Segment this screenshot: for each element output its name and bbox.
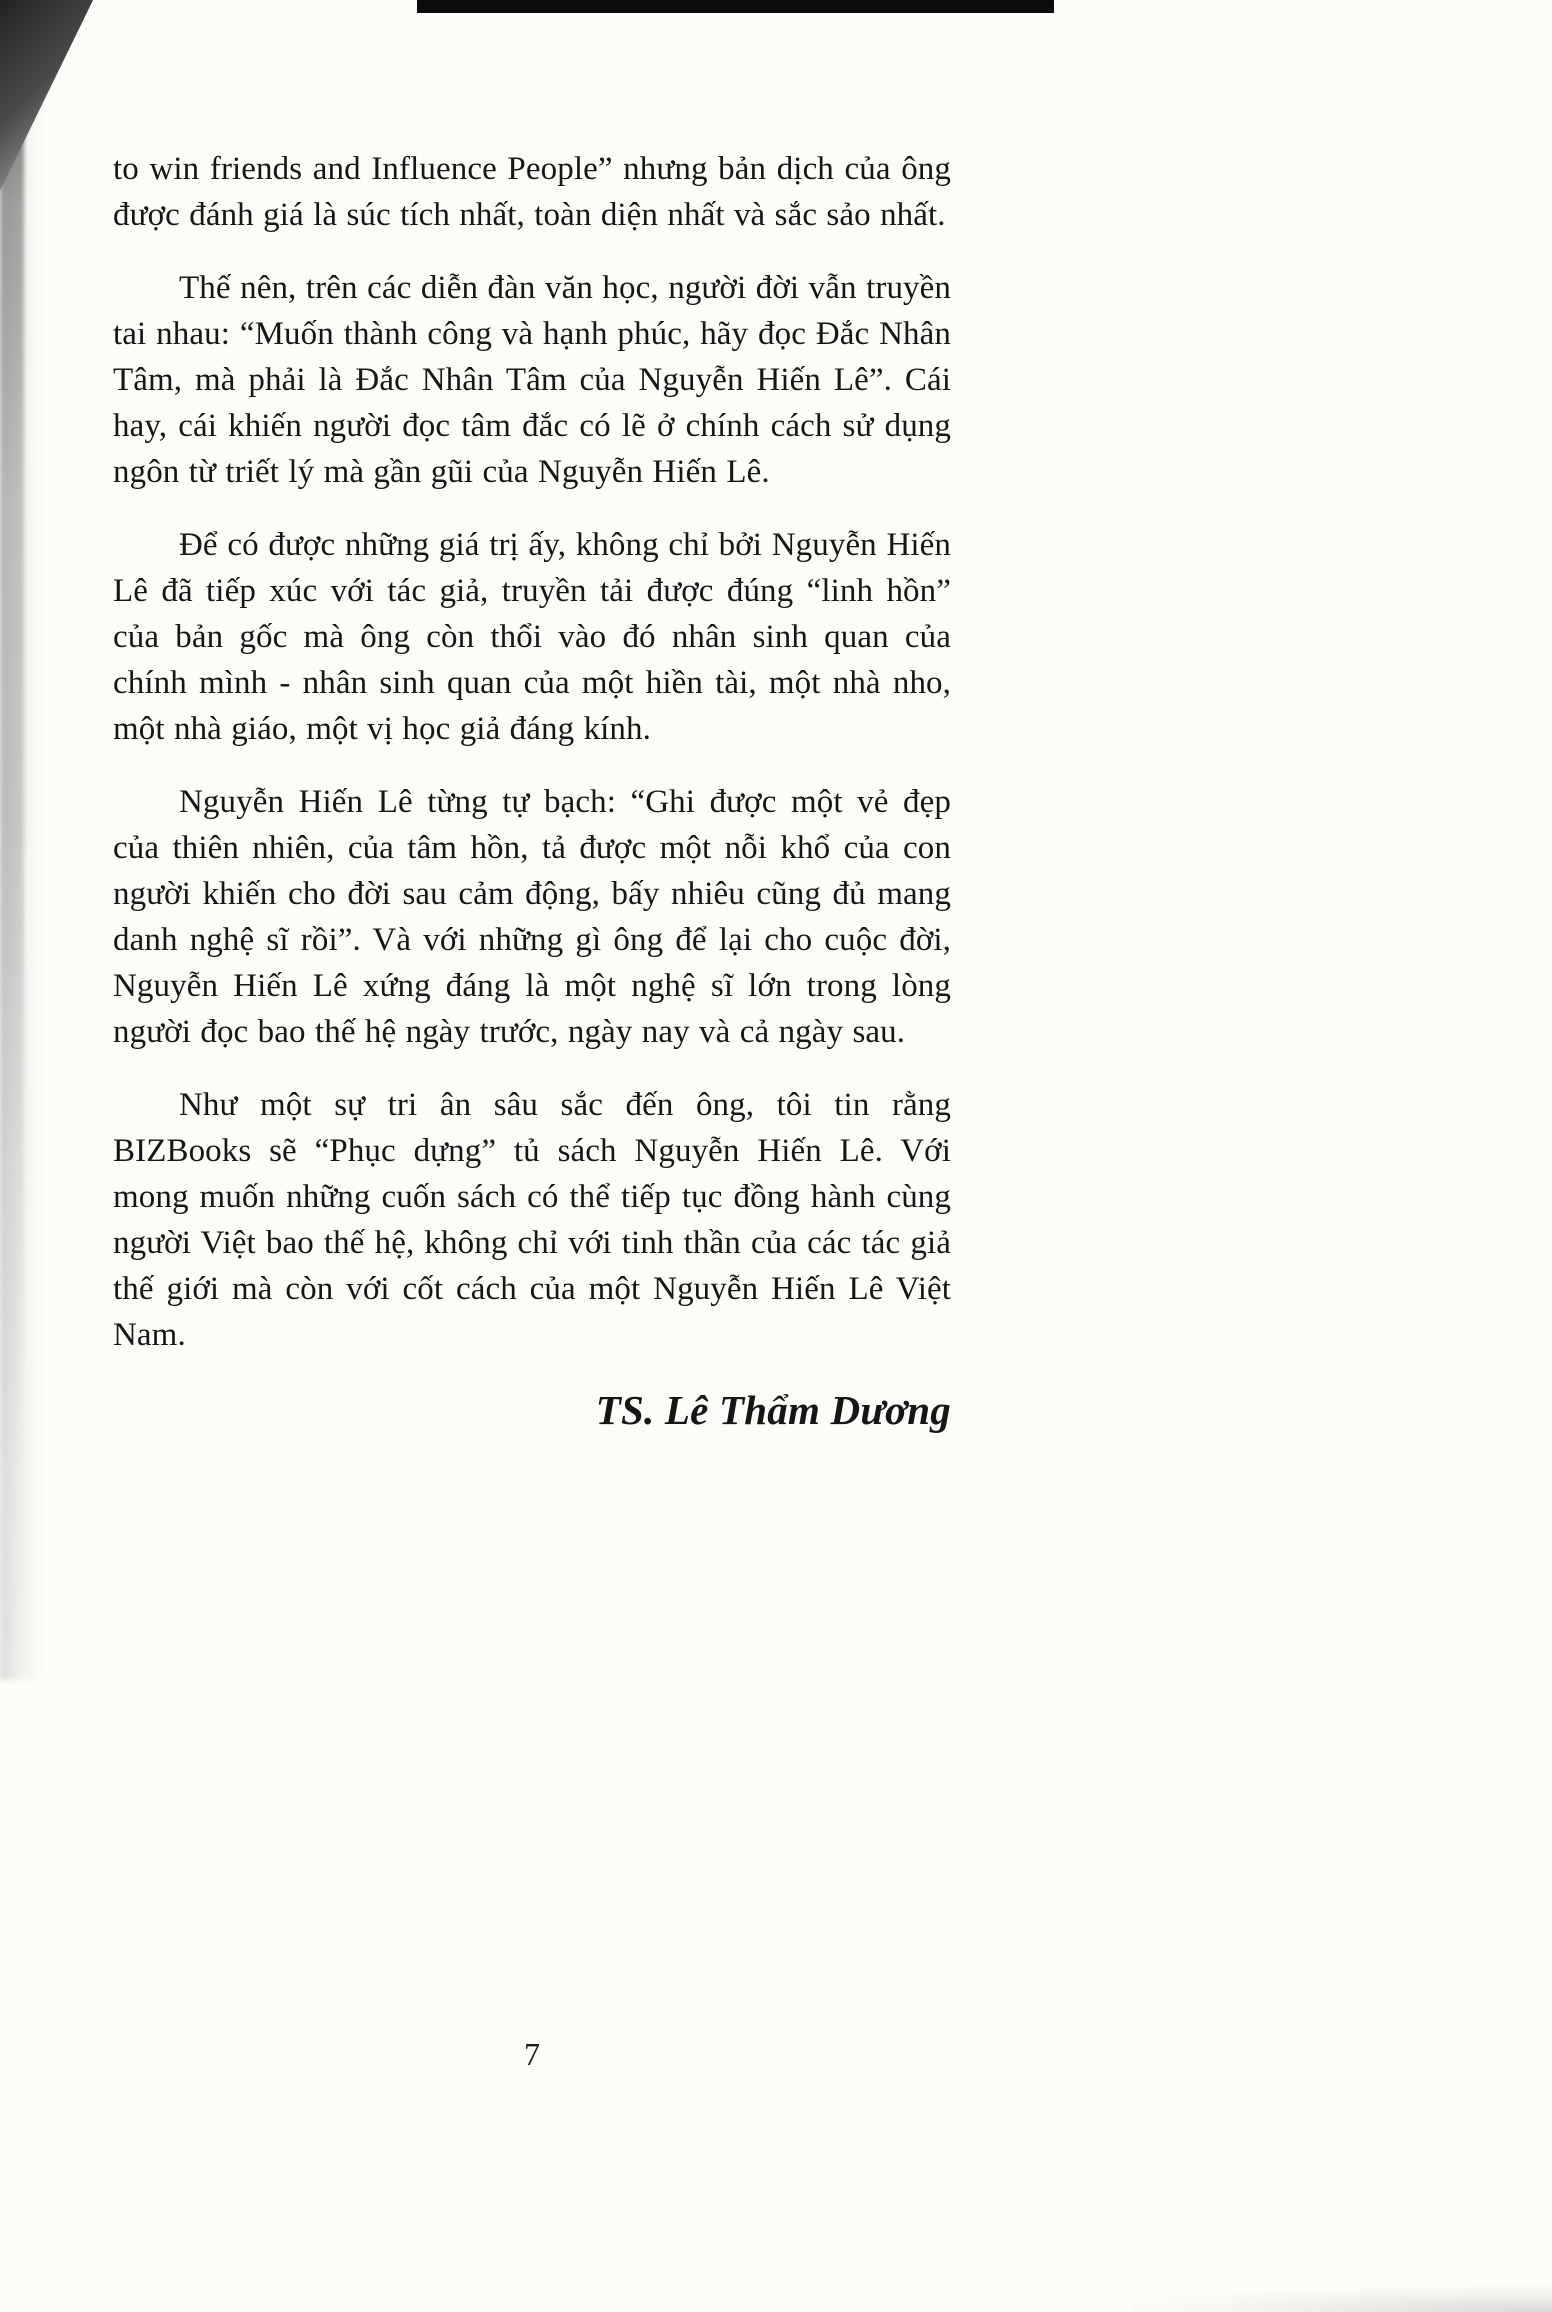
paragraph: Nguyễn Hiến Lê từng tự bạch: “Ghi được một vẻ đẹp của thiên nhiên, của tâm hồn, tả được một nỗi khổ của con người khiến cho đời sau cảm động, bấy nhiêu cũng đủ mang danh nghệ sĩ rồi”. Và với những gì ông để lại cho cuộc đời, Nguyễn Hiến Lê xứng đáng là một nghệ sĩ lớn trong lòng người đọc bao thế hệ ngày trước, ngày nay và cả ngày sau. <box>113 784 951 1050</box>
scan-spine-shadow <box>0 0 24 1680</box>
scan-bottom-edge-shadow <box>1132 2286 1552 2312</box>
author-signature: TS. Lê Thẩm Dương <box>595 1387 951 1433</box>
paragraph: Thế nên, trên các diễn đàn văn học, người đời vẫn truyền tai nhau: “Muốn thành công và hạnh phúc, hãy đọc Đắc Nhân Tâm, mà phải là Đắc Nhân Tâm của Nguyễn Hiến Lê”. Cái hay, cái khiến người đọc tâm đắc có lẽ ở chính cách sử dụng ngôn từ triết lý mà gần gũi của Nguyễn Hiến Lê. <box>113 270 951 490</box>
page-number: 7 <box>524 2036 540 2072</box>
page-text-block <box>113 146 951 1435</box>
paragraph-continuation: to win friends and Influence People” nhưng bản dịch của ông được đánh giá là súc tích nhất, toàn diện nhất và sắc sảo nhất. <box>113 151 951 233</box>
paragraph: Như một sự tri ân sâu sắc đến ông, tôi tin rằng BIZBooks sẽ “Phục dựng” tủ sách Nguyễn Hiến Lê. Với mong muốn những cuốn sách có thể tiếp tục đồng hành cùng người Việt bao thế hệ, không chỉ với tinh thần của các tác giả thế giới mà còn với cốt cách của một Nguyễn Hiến Lê Việt Nam. <box>113 1087 951 1353</box>
scan-top-bar <box>417 0 1054 13</box>
paragraph: Để có được những giá trị ấy, không chỉ bởi Nguyễn Hiến Lê đã tiếp xúc với tác giả, truyền tải được đúng “linh hồn” của bản gốc mà ông còn thổi vào đó nhân sinh quan của chính mình - nhân sinh quan của một hiền tài, một nhà nho, một nhà giáo, một vị học giả đáng kính. <box>113 527 951 747</box>
